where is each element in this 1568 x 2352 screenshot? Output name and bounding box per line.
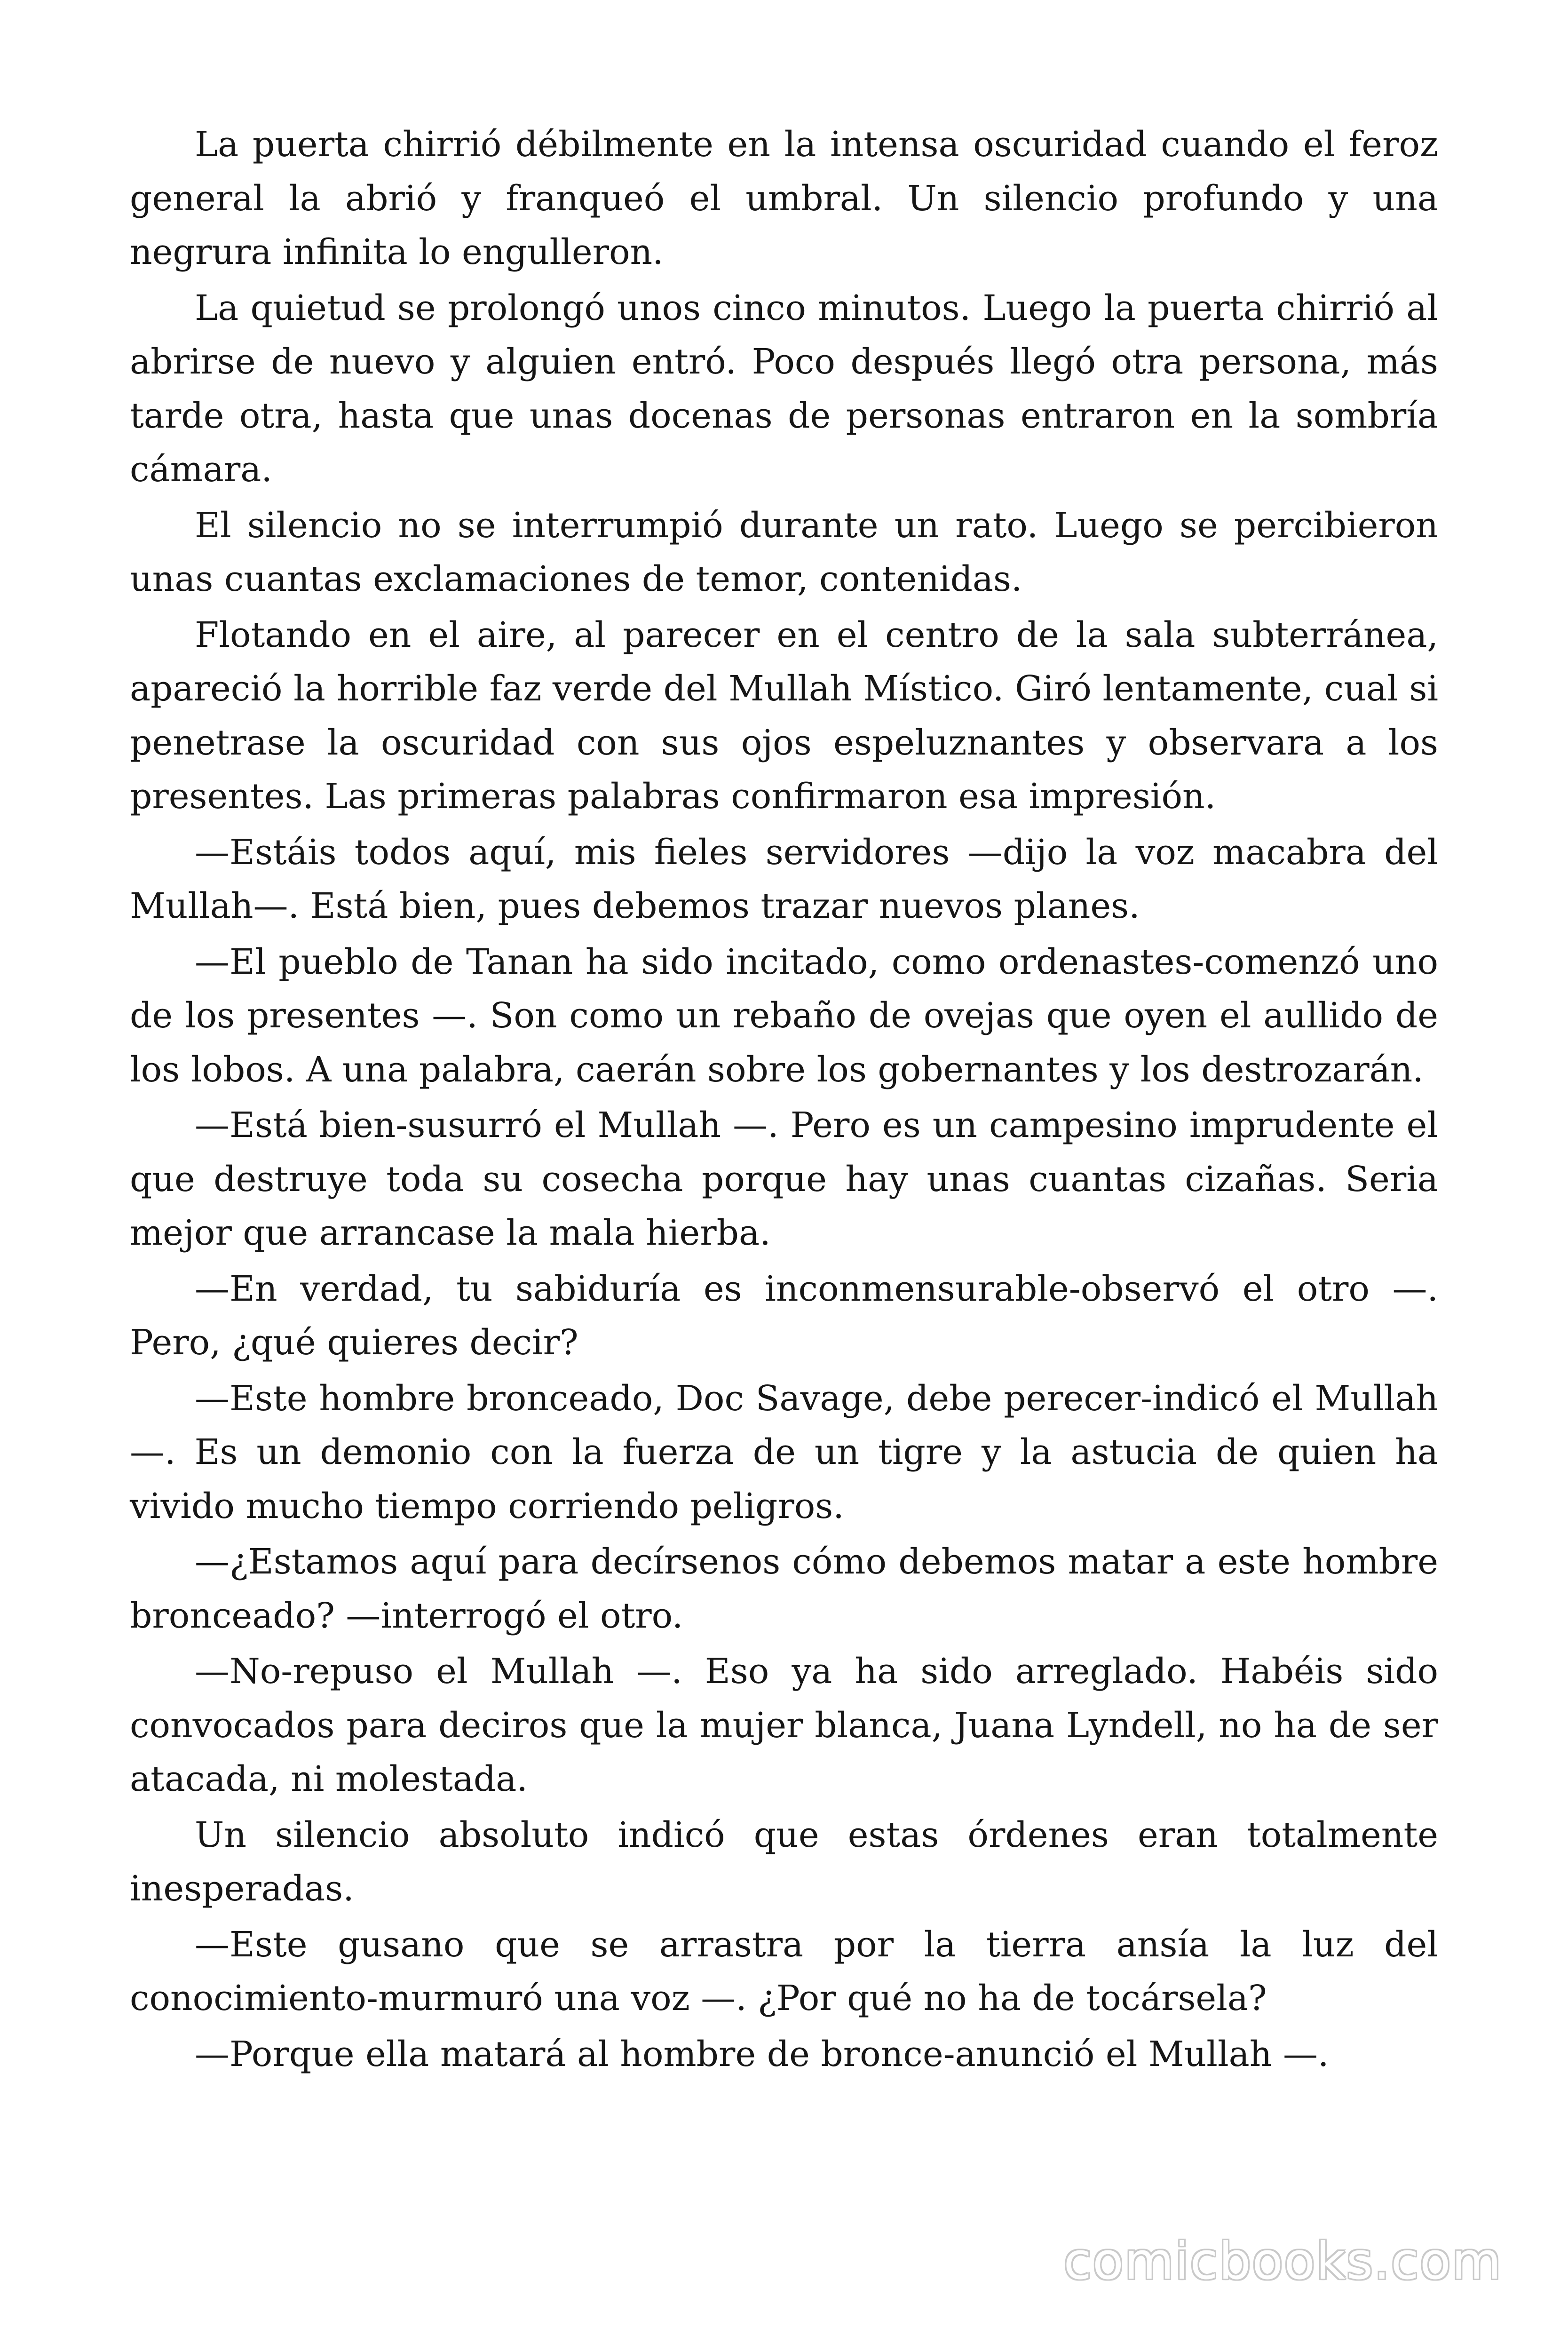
paragraph: —El pueblo de Tanan ha sido incitado, como ordenastes-comenzó uno de los presentes —. Son como un rebaño de ovejas que oyen el aullido de los lobos. A una palabra, caerán sobre los gobernantes y los destrozarán.: [130, 941, 1438, 1090]
paragraph: La puerta chirrió débilmente en la intensa oscuridad cuando el feroz general la abrió y franqueó el umbral. Un silencio profundo y una negrura infinita lo engulleron.: [130, 124, 1438, 272]
watermark: comicbooks.com: [1063, 2232, 1502, 2291]
paragraph: —En verdad, tu sabiduría es inconmensurable-observó el otro —. Pero, ¿qué quieres decir?: [130, 1268, 1438, 1363]
paragraph: —Estáis todos aquí, mis fieles servidores —dijo la voz macabra del Mullah—. Está bien, pues debemos trazar nuevos planes.: [130, 832, 1438, 926]
paragraph: —No-repuso el Mullah —. Eso ya ha sido arreglado. Habéis sido convocados para deciros que la mujer blanca, Juana Lyndell, no ha de ser atacada, ni molestada.: [130, 1651, 1438, 1799]
paragraph: —¿Estamos aquí para decírsenos cómo debemos matar a este hombre bronceado? —interrogó el otro.: [130, 1542, 1438, 1636]
paragraph: —Este hombre bronceado, Doc Savage, debe perecer-indicó el Mullah —. Es un demonio con la fuerza de un tigre y la astucia de quien ha vivido mucho tiempo corriendo peligros.: [130, 1378, 1438, 1526]
paragraph: —Está bien-susurró el Mullah —. Pero es un campesino imprudente el que destruye toda su cosecha porque hay unas cuantas cizañas. Seria mejor que arrancase la mala hierba.: [130, 1105, 1438, 1253]
paragraph: —Porque ella matará al hombre de bronce-anunció el Mullah —.: [195, 2034, 1329, 2074]
paragraph: Un silencio absoluto indicó que estas órdenes eran totalmente inesperadas.: [130, 1814, 1438, 1909]
page-text: [130, 118, 1438, 2083]
paragraph: —Este gusano que se arrastra por la tierra ansía la luz del conocimiento-murmuró una voz —. ¿Por qué no ha de tocársela?: [130, 1924, 1438, 2018]
paragraph: El silencio no se interrumpió durante un rato. Luego se percibieron unas cuantas exclamaciones de temor, contenidas.: [130, 505, 1438, 599]
paragraph: La quietud se prolongó unos cinco minutos. Luego la puerta chirrió al abrirse de nuevo y alguien entró. Poco después llegó otra persona, más tarde otra, hasta que unas docenas de personas entraron en la sombría cámara.: [130, 287, 1438, 490]
paragraph: Flotando en el aire, al parecer en el centro de la sala subterránea, apareció la horrible faz verde del Mullah Místico. Giró lentamente, cual si penetrase la oscuridad con sus ojos espeluznantes y observara a los presentes. Las primeras palabras confirmaron esa impresión.: [130, 614, 1438, 817]
